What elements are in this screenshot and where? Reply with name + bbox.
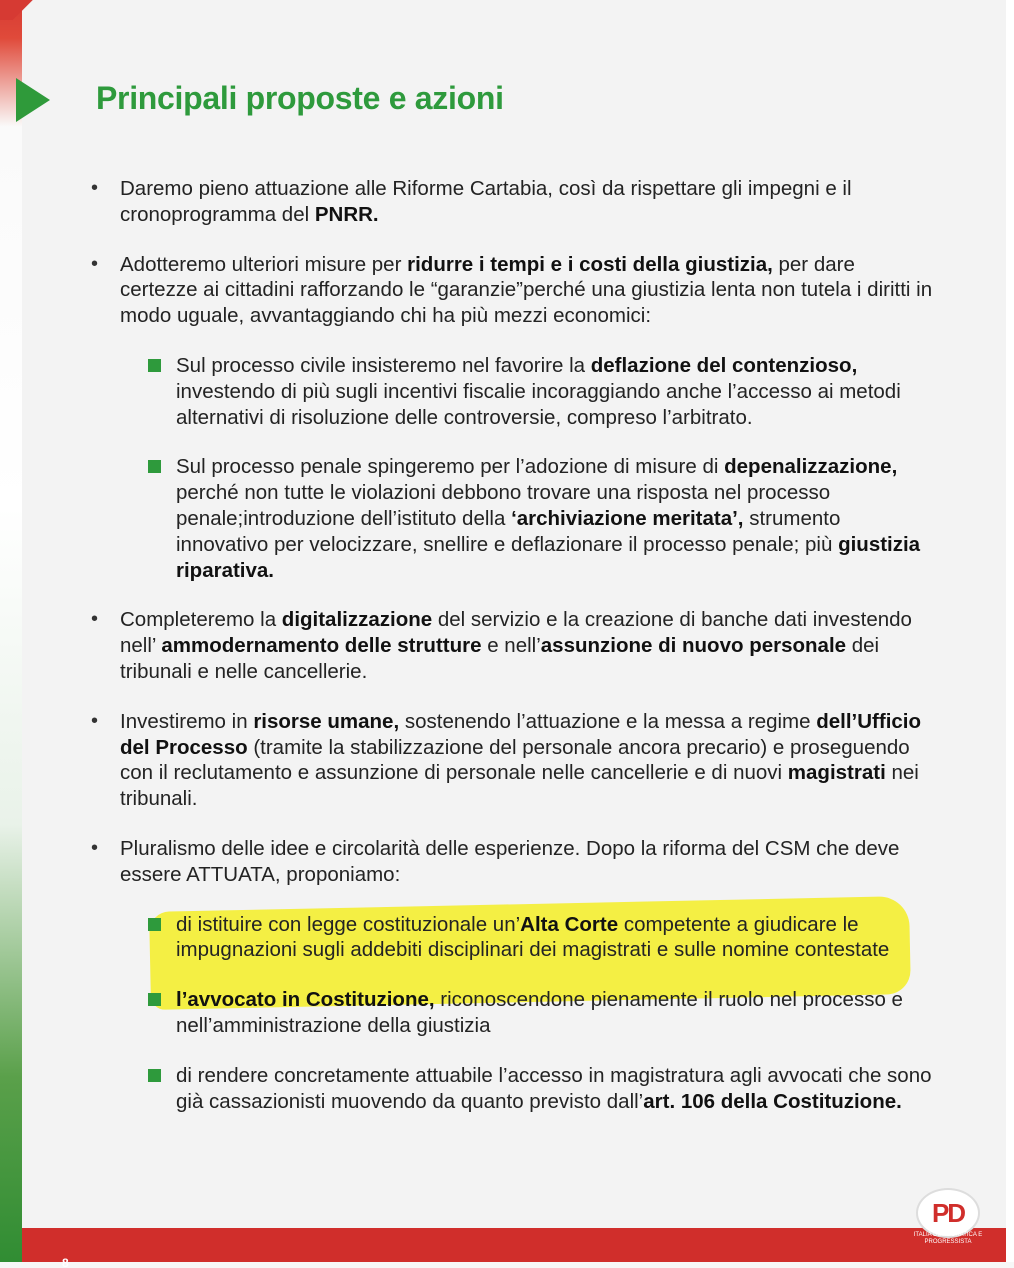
left-tricolor-band [0, 0, 22, 1268]
pd-logo-circle [916, 1188, 980, 1238]
sub-list-item [88, 353, 933, 430]
text-run: nei tribunali. [120, 761, 919, 811]
list-item [88, 836, 933, 888]
bottom-white-strip [0, 1262, 1014, 1268]
page-title: Principali proposte e azioni [96, 80, 504, 116]
text-run: Adotteremo ulteriori misure per [120, 252, 408, 276]
bullet-dot-icon: • [91, 252, 99, 275]
text-run: Investiremo in [120, 709, 254, 733]
bold-text: digitalizzazione [281, 608, 433, 632]
bold-text: l’avvocato in Costituzione, [176, 988, 435, 1012]
pd-logo [908, 1188, 988, 1252]
list-item [88, 252, 933, 329]
bold-text: depenalizzazione, [724, 455, 898, 479]
bold-text: ‘archiviazione meritata’, [511, 506, 744, 530]
bullet-dot-icon: • [91, 836, 99, 859]
proposal-list [88, 176, 933, 1138]
text-run: e nell’ [481, 634, 541, 658]
bold-text: deflazione del contenzioso, [590, 353, 858, 377]
right-frame [1006, 0, 1014, 1268]
green-square-bullet-icon [148, 460, 161, 473]
bold-text: magistrati [787, 761, 886, 785]
page-number: 8 [62, 1256, 69, 1268]
text-run: Sul processo penale spingeremo per l’adozione di misure di [176, 455, 725, 479]
list-item [88, 176, 933, 228]
text-run: per dare certezze ai cittadini rafforzando le “garanzie”perché una giustizia lenta non tutela i diritti in modo uguale, avvantaggiando chi ha più mezzi economici: [120, 252, 933, 328]
bullet-dot-icon: • [91, 709, 99, 732]
text-run: Completeremo la [120, 608, 282, 632]
text-run: Sul processo civile insisteremo nel favorire la [176, 353, 591, 377]
green-square-bullet-icon [148, 1069, 161, 1082]
sub-list-item [88, 987, 933, 1039]
bold-text: Alta Corte [520, 912, 619, 936]
green-square-bullet-icon [148, 359, 161, 372]
bold-text: art. 106 della Costituzione. [643, 1089, 902, 1113]
text-run: Pluralismo delle idee e circolarità delle esperienze. Dopo la riforma del CSM che deve essere ATTUATA, proponiamo: [120, 836, 900, 886]
text-run: (tramite la stabilizzazione del personale ancora precario) e proseguendo con il reclutamento e assunzione di personale nelle cancellerie e di nuovi [120, 735, 910, 785]
bold-text: PNRR. [314, 202, 379, 226]
green-arrow-icon [16, 78, 50, 122]
pd-logo-mark: PD [931, 1197, 965, 1228]
list-item [88, 709, 933, 812]
top-left-red-corner [0, 0, 52, 20]
text-run: riconoscendone pienamente il ruolo nel processo e nell’amministrazione della giustizia [176, 988, 903, 1037]
sub-list-item [88, 1063, 933, 1115]
text-run: sostenendo l’attuazione e la messa a regime [399, 709, 817, 733]
text-run: dei tribunali e nelle cancellerie. [120, 634, 880, 683]
bold-text: ridurre i tempi e i costi della giustizia, [407, 252, 773, 276]
pd-logo-tagline: ITALIA DEMOCRATICA E PROGRESSISTA [913, 1232, 983, 1245]
sub-list-item [88, 454, 933, 583]
text-run: competente a giudicare le impugnazioni sugli addebiti disciplinari dei magistrati e sulle nomine contestate [176, 912, 890, 962]
green-square-bullet-icon [148, 918, 161, 931]
text-run: di istituire con legge costituzionale un’ [176, 912, 521, 936]
bold-text: ammodernamento delle strutture [161, 634, 482, 658]
bold-text: risorse umane, [253, 709, 400, 733]
bullet-dot-icon: • [91, 608, 99, 631]
text-run: perché non tutte le violazioni debbono trovare una risposta nel processo penale;introduzione dell’istituto della [176, 481, 831, 530]
bold-text: giustizia riparativa. [176, 532, 921, 582]
sub-list-item [88, 912, 933, 964]
text-run: investendo di più sugli incentivi fiscalie incoraggiando anche l’accesso ai metodi alternativi di risoluzione delle controversie, compreso l’arbitrato. [176, 379, 901, 429]
text-run: strumento innovativo per velocizzare, snellire e deflazionare il processo penale; più [176, 506, 841, 556]
text-run: di rendere concretamente attuabile l’accesso in magistratura agli avvocati che sono già cassazionisti muovendo da quanto previsto dall’ [176, 1063, 932, 1113]
bold-text: assunzione di nuovo personale [540, 634, 847, 658]
bullet-dot-icon: • [91, 177, 99, 199]
bold-text: dell’Ufficio del Processo [120, 709, 922, 759]
list-item [88, 607, 933, 684]
text-run: Daremo pieno attuazione alle Riforme Cartabia, così da rispettare gli impegni e il cronoprogramma del [120, 177, 852, 226]
green-square-bullet-icon [148, 993, 161, 1006]
text-run: del servizio e la creazione di banche dati investendo nell’ [120, 608, 912, 658]
